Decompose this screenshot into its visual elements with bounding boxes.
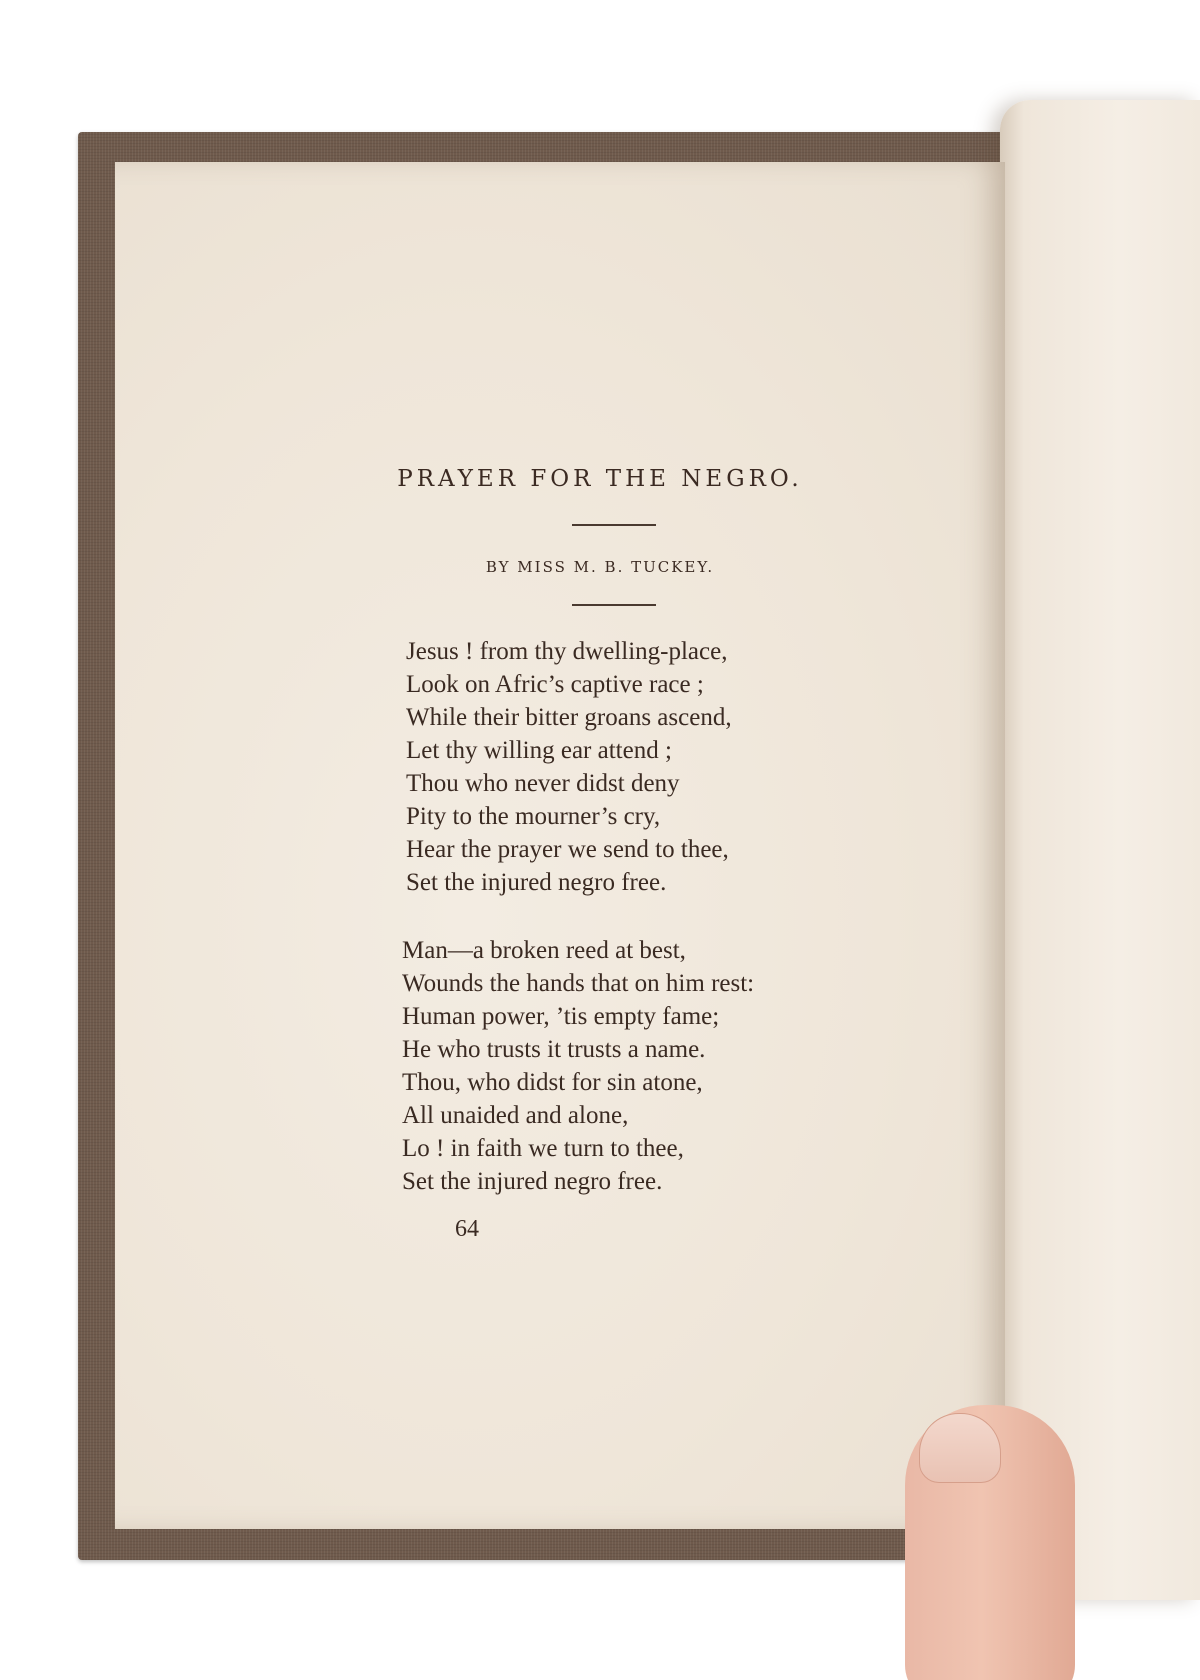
byline-rule: [572, 604, 656, 606]
poem-line: Jesus ! from thy dwelling-place,: [406, 638, 728, 665]
poem-line: All unaided and alone,: [402, 1102, 629, 1129]
poem-line: Pity to the mourner’s cry,: [406, 803, 661, 830]
title-rule: [572, 524, 656, 526]
poem-line: Let thy willing ear attend ;: [406, 737, 672, 764]
poem-line: Man—a broken reed at best,: [402, 937, 686, 964]
facing-page: [1000, 100, 1200, 1600]
poem-byline: BY MISS M. B. TUCKEY.: [485, 558, 715, 576]
poem-line: Lo ! in faith we turn to thee,: [402, 1135, 684, 1162]
poem-line: Set the injured negro free.: [402, 1168, 663, 1195]
poem-line: Thou who never didst deny: [406, 770, 680, 797]
poem-line: Set the injured negro free.: [406, 869, 667, 896]
poem-line: Hear the prayer we send to thee,: [406, 836, 729, 863]
poem-line: He who trusts it trusts a name.: [402, 1036, 706, 1063]
poem-line: Wounds the hands that on him rest:: [402, 970, 755, 997]
stanza-1: [406, 635, 732, 899]
poem-title: PRAYER FOR THE NEGRO.: [397, 466, 803, 492]
thumbnail-nail: [919, 1413, 1001, 1483]
poem-line: While their bitter groans ascend,: [406, 704, 732, 731]
poem-line: Look on Afric’s captive race ;: [406, 671, 704, 698]
holding-thumb: [905, 1405, 1075, 1680]
poem-line: Human power, ’tis empty fame;: [402, 1003, 720, 1030]
page-number: 64: [455, 1216, 479, 1242]
stanza-2: [402, 934, 754, 1198]
poem-line: Thou, who didst for sin atone,: [402, 1069, 703, 1096]
